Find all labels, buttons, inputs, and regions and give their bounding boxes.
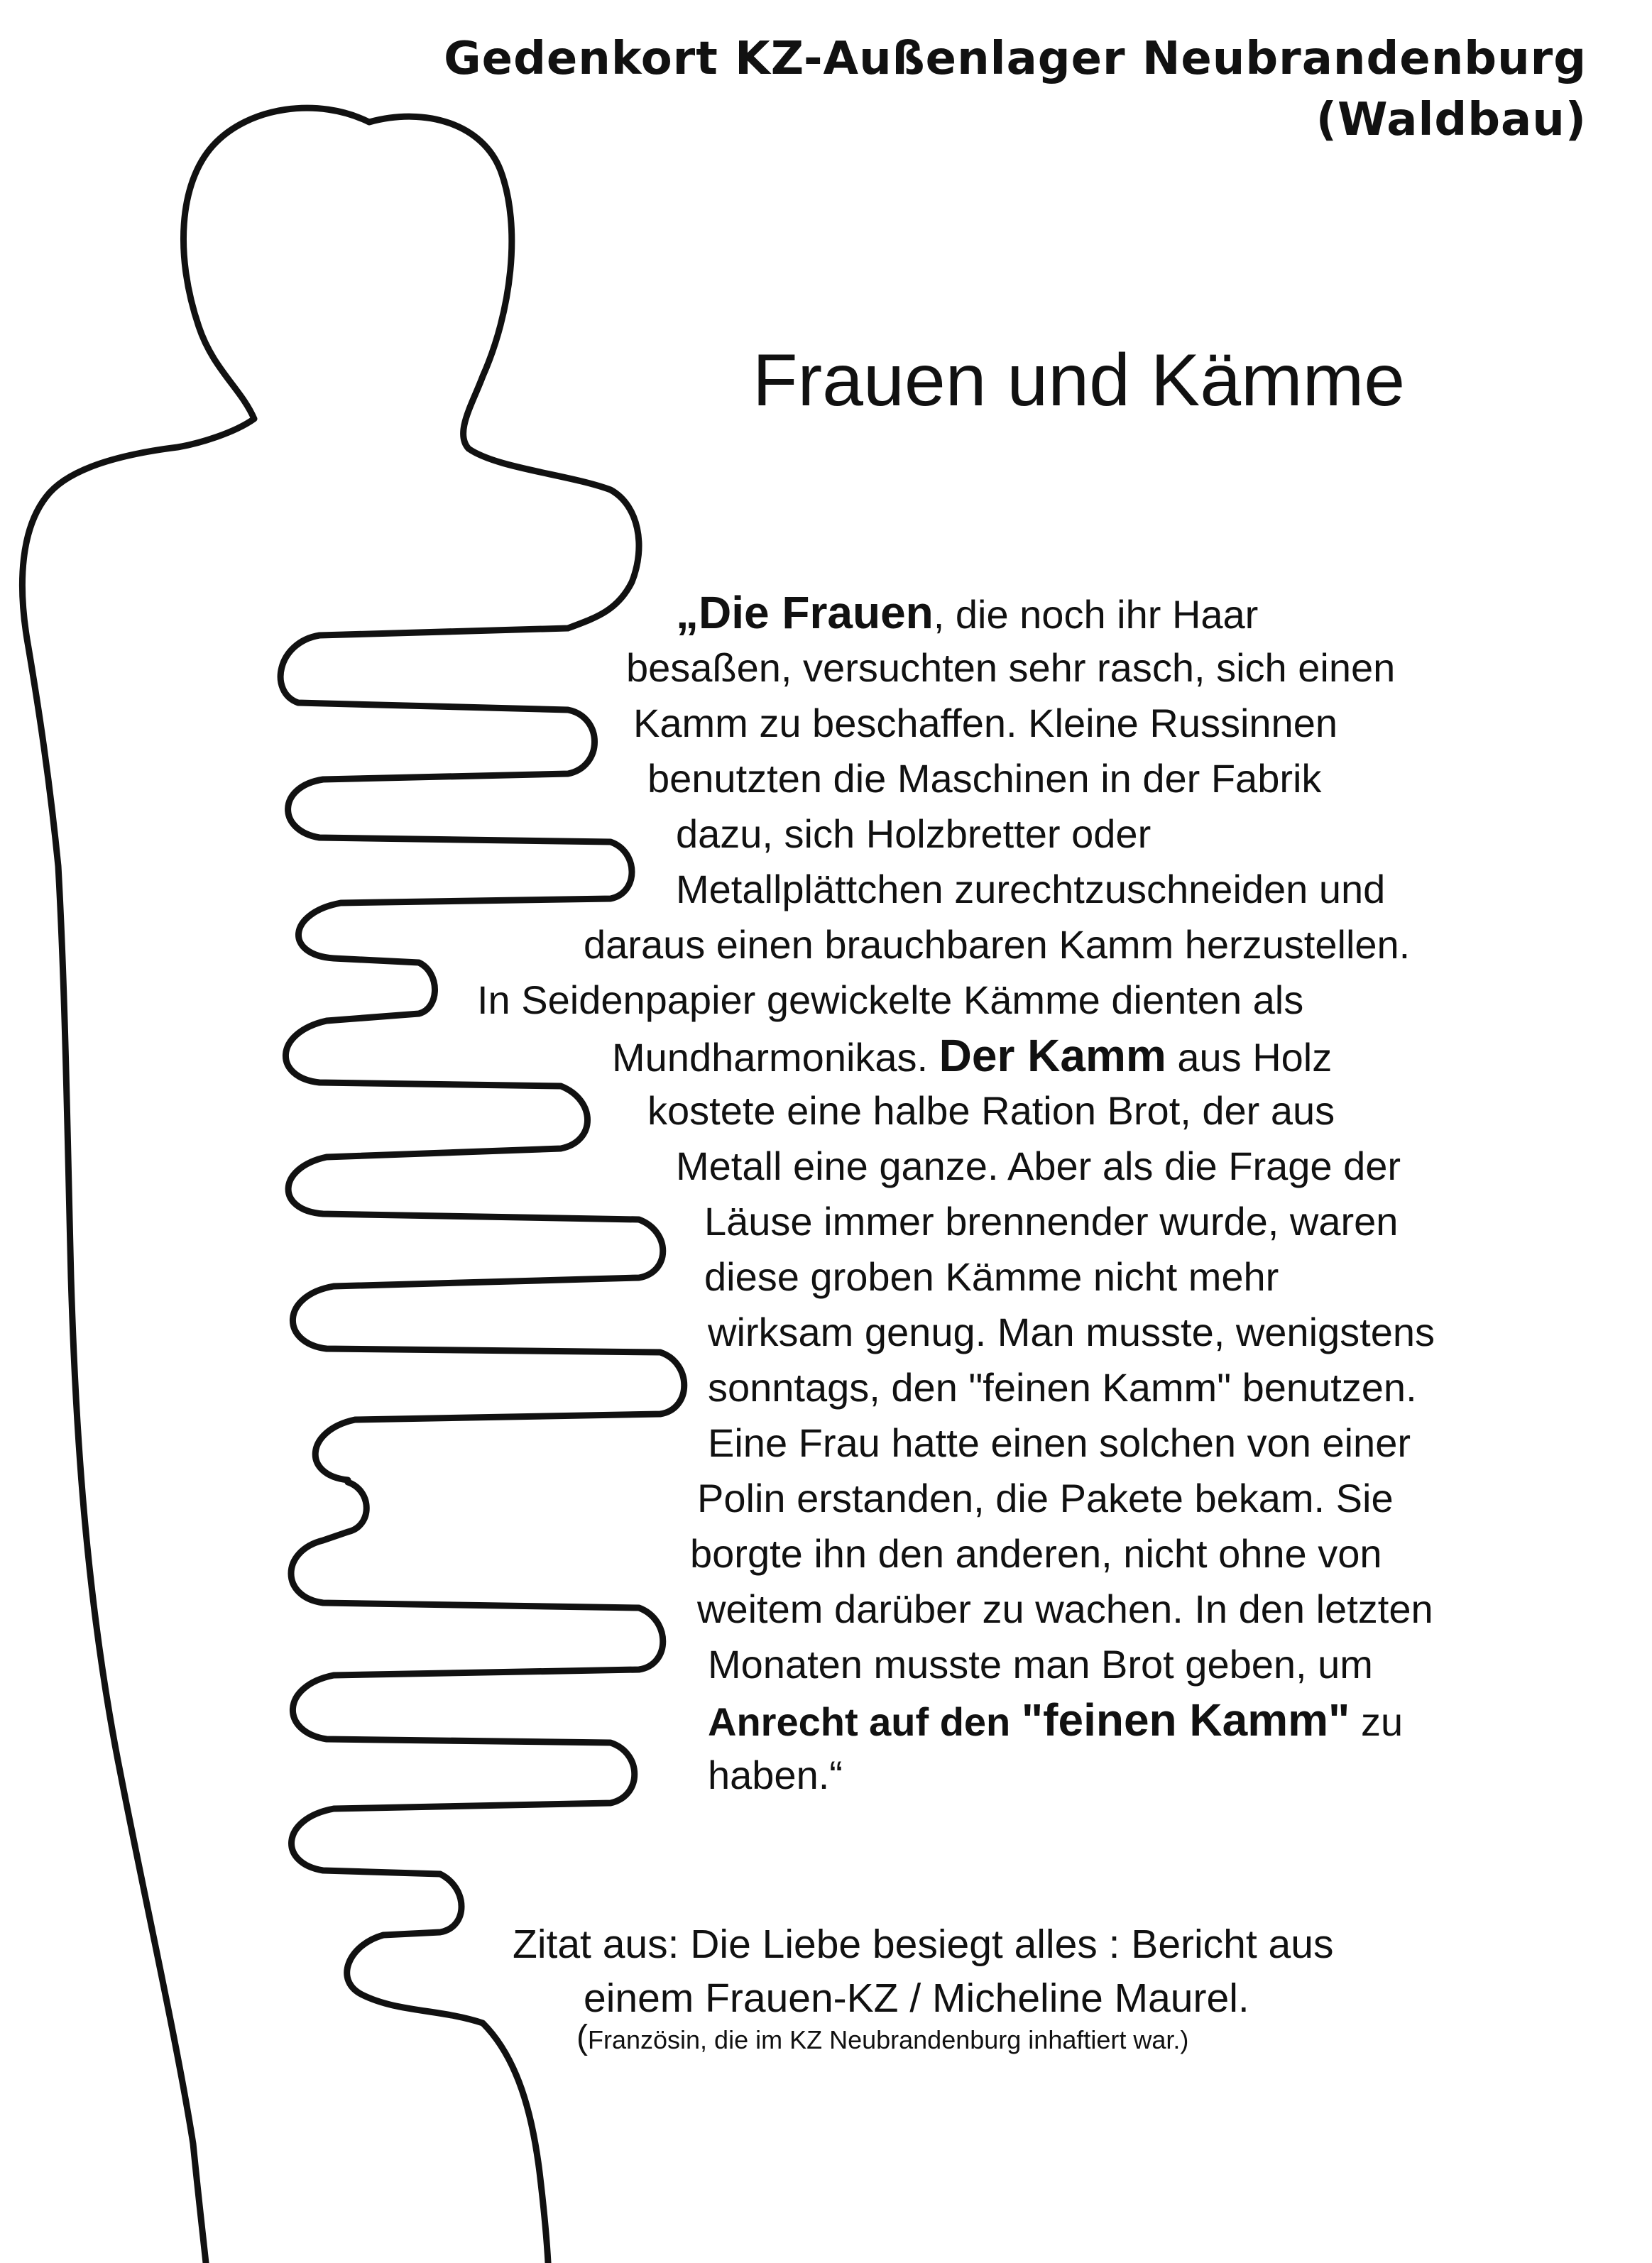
quote-line: Eine Frau hatte einen solchen von einer — [708, 1420, 1411, 1465]
page-title: Frauen und Kämme — [753, 339, 1406, 422]
quote-text: Mundharmonikas. — [612, 1035, 939, 1080]
quote-line: In Seidenpapier gewickelte Kämme dienten als — [477, 977, 1304, 1022]
quote-line: kostete eine halbe Ration Brot, der aus — [647, 1088, 1335, 1133]
citation-note-paren: ( — [576, 2019, 588, 2056]
quote-line — [612, 1032, 1332, 1081]
quote-line: diese groben Kämme nicht mehr — [704, 1254, 1279, 1299]
quote-line: sonntags, den "feinen Kamm" benutzen. — [708, 1365, 1417, 1410]
page-header — [444, 28, 1587, 150]
quote-line: Metallplättchen zurechtzuschneiden und — [676, 867, 1386, 911]
citation-source: Zitat aus: Die Liebe besiegt alles : Bericht aus — [513, 1922, 1334, 1967]
quote-line: Polin erstanden, die Pakete bekam. Sie — [697, 1476, 1394, 1520]
quote-emphasis: „Die Frauen — [676, 587, 934, 638]
quote-text: , die noch ihr Haar — [933, 592, 1259, 637]
quote-emphasis: Anrecht auf den — [708, 1699, 1022, 1744]
quote-line: daraus einen brauchbaren Kamm herzustellen. — [584, 922, 1411, 967]
quote-line — [676, 589, 1258, 638]
citation-note — [576, 2019, 1189, 2056]
quote-line: weitem darüber zu wachen. In den letzten — [697, 1587, 1433, 1631]
quote-emphasis: "feinen Kamm" — [1021, 1694, 1350, 1746]
quote-line: Monaten musste man Brot geben, um — [708, 1642, 1373, 1687]
quote-line: besaßen, versuchten sehr rasch, sich einen — [626, 645, 1396, 690]
quote-line: benutzten die Maschinen in der Fabrik — [647, 756, 1322, 801]
quote-text: zu — [1350, 1699, 1404, 1744]
header-location-subtitle: (Waldbau) — [1315, 94, 1587, 146]
quote-line: Läuse immer brennender wurde, waren — [704, 1199, 1399, 1244]
quote-line: borgte ihn den anderen, nicht ohne von — [690, 1531, 1382, 1576]
citation-author: einem Frauen-KZ / Micheline Maurel. — [584, 1976, 1249, 2021]
citation-note-text: Französin, die im KZ Neubrandenburg inhaftiert war.) — [587, 2025, 1189, 2054]
quote-line: Metall eine ganze. Aber als die Frage der — [676, 1144, 1401, 1188]
quote-text: aus Holz — [1166, 1035, 1333, 1080]
quote-line — [708, 1694, 1404, 1746]
quote-line: dazu, sich Holzbretter oder — [676, 811, 1152, 856]
quote-line: Kamm zu beschaffen. Kleine Russinnen — [633, 701, 1338, 745]
quote-line: wirksam genug. Man musste, wenigstens — [708, 1310, 1435, 1354]
header-location-title: Gedenkort KZ-Außenlager Neubrandenburg — [444, 33, 1587, 85]
quote-line: haben.“ — [708, 1753, 843, 1797]
quote-emphasis: Der Kamm — [939, 1030, 1166, 1081]
